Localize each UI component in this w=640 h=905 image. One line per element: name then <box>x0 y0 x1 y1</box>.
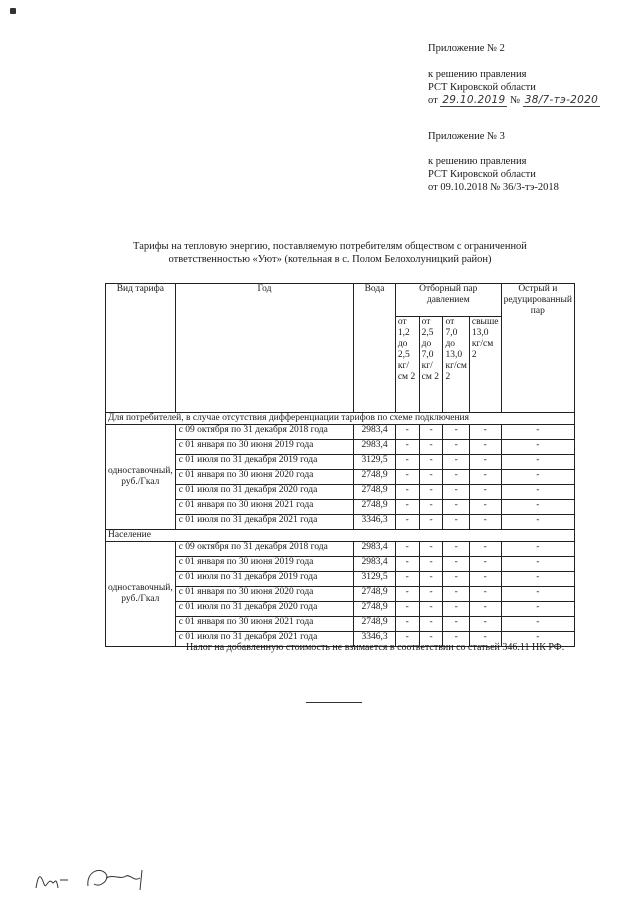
empty-value-cell: - <box>469 485 501 500</box>
water-value-cell: 2748,9 <box>354 470 396 485</box>
empty-value-cell: - <box>419 425 443 440</box>
annex2-line2: РСТ Кировской области <box>428 82 536 93</box>
empty-value-cell: - <box>419 587 443 602</box>
water-value-cell: 2983,4 <box>354 557 396 572</box>
empty-value-cell: - <box>501 632 574 647</box>
table-row <box>106 587 575 602</box>
empty-value-cell: - <box>395 515 419 530</box>
tariff-kind-cell: одноставочный, руб./Гкал <box>106 425 176 530</box>
empty-value-cell: - <box>469 455 501 470</box>
empty-value-cell: - <box>419 632 443 647</box>
footnote: Налог на добавленную стоимость не взимается в соответствии со статьей 346.11 НК РФ. <box>186 642 565 653</box>
empty-value-cell: - <box>501 572 574 587</box>
period-cell: с 01 июля по 31 декабря 2021 года <box>175 515 354 530</box>
empty-value-cell: - <box>443 500 469 515</box>
annex2-number: 38/7-тэ-2020 <box>524 94 599 106</box>
empty-value-cell: - <box>469 632 501 647</box>
section1-body <box>106 413 575 530</box>
separator-line <box>306 702 362 703</box>
period-cell: с 01 января по 30 июня 2020 года <box>175 587 354 602</box>
table-row <box>106 485 575 500</box>
annex2-block <box>428 42 600 107</box>
empty-value-cell: - <box>443 617 469 632</box>
corner-mark <box>10 8 16 14</box>
header-p1: от 1,2 до 2,5 кг/см 2 <box>395 316 419 412</box>
document-title <box>110 240 550 266</box>
period-cell: с 01 января по 30 июня 2019 года <box>175 440 354 455</box>
empty-value-cell: - <box>443 425 469 440</box>
empty-value-cell: - <box>395 602 419 617</box>
empty-value-cell: - <box>395 455 419 470</box>
empty-value-cell: - <box>469 557 501 572</box>
header-p2: от 2,5 до 7,0 кг/см 2 <box>419 316 443 412</box>
annex3-line1: к решению правления <box>428 156 527 167</box>
annex3-line2: РСТ Кировской области <box>428 169 536 180</box>
table-row <box>106 515 575 530</box>
table-row <box>106 470 575 485</box>
water-value-cell: 3346,3 <box>354 632 396 647</box>
annex3-title: Приложение № 3 <box>428 131 505 142</box>
period-cell: с 01 июля по 31 декабря 2020 года <box>175 485 354 500</box>
water-value-cell: 2983,4 <box>354 542 396 557</box>
empty-value-cell: - <box>469 515 501 530</box>
empty-value-cell: - <box>419 542 443 557</box>
title-line1: Тарифы на тепловую энергию, поставляемую потребителям обществом с ограниченной <box>133 241 527 252</box>
table-row <box>106 542 575 557</box>
header-kind: Вид тарифа <box>106 284 176 413</box>
annex2-line3: от 29.10.2019 № 38/7-тэ-2020 <box>428 94 599 106</box>
water-value-cell: 3129,5 <box>354 572 396 587</box>
empty-value-cell: - <box>443 557 469 572</box>
empty-value-cell: - <box>469 542 501 557</box>
water-value-cell: 2983,4 <box>354 440 396 455</box>
period-cell: с 01 июля по 31 декабря 2019 года <box>175 572 354 587</box>
empty-value-cell: - <box>469 470 501 485</box>
empty-value-cell: - <box>443 602 469 617</box>
table-row <box>106 617 575 632</box>
empty-value-cell: - <box>443 632 469 647</box>
period-cell: с 09 октября по 31 декабря 2018 года <box>175 425 354 440</box>
period-cell: с 01 января по 30 июня 2021 года <box>175 617 354 632</box>
empty-value-cell: - <box>395 542 419 557</box>
empty-value-cell: - <box>501 587 574 602</box>
table-row <box>106 425 575 440</box>
empty-value-cell: - <box>443 470 469 485</box>
empty-value-cell: - <box>419 617 443 632</box>
empty-value-cell: - <box>501 617 574 632</box>
empty-value-cell: - <box>469 440 501 455</box>
water-value-cell: 2748,9 <box>354 500 396 515</box>
table-row <box>106 455 575 470</box>
empty-value-cell: - <box>443 485 469 500</box>
empty-value-cell: - <box>395 557 419 572</box>
period-cell: с 01 июля по 31 декабря 2019 года <box>175 455 354 470</box>
empty-value-cell: - <box>443 515 469 530</box>
annex2-date: 29.10.2019 <box>442 94 506 106</box>
water-value-cell: 2748,9 <box>354 602 396 617</box>
empty-value-cell: - <box>501 425 574 440</box>
water-value-cell: 2748,9 <box>354 617 396 632</box>
period-cell: с 01 июля по 31 декабря 2020 года <box>175 602 354 617</box>
empty-value-cell: - <box>501 485 574 500</box>
handwritten-signature <box>30 858 190 898</box>
empty-value-cell: - <box>469 500 501 515</box>
empty-value-cell: - <box>469 602 501 617</box>
empty-value-cell: - <box>501 557 574 572</box>
table-row <box>106 440 575 455</box>
empty-value-cell: - <box>501 500 574 515</box>
empty-value-cell: - <box>395 485 419 500</box>
empty-value-cell: - <box>501 542 574 557</box>
empty-value-cell: - <box>395 632 419 647</box>
title-line2: ответственностью «Уют» (котельная в с. Полом Белохолуницкий район) <box>168 254 492 265</box>
empty-value-cell: - <box>395 440 419 455</box>
empty-value-cell: - <box>469 617 501 632</box>
empty-value-cell: - <box>501 455 574 470</box>
period-cell: с 01 января по 30 июня 2019 года <box>175 557 354 572</box>
header-p3: от 7,0 до 13,0 кг/см 2 <box>443 316 469 412</box>
header-year: Год <box>175 284 354 413</box>
empty-value-cell: - <box>443 587 469 602</box>
table-row <box>106 572 575 587</box>
section1-heading: Для потребителей, в случае отсутствия дифференциации тарифов по схеме подключения <box>106 413 575 425</box>
empty-value-cell: - <box>395 500 419 515</box>
annex3-block <box>428 130 559 194</box>
empty-value-cell: - <box>419 602 443 617</box>
tariff-table <box>105 283 575 647</box>
empty-value-cell: - <box>501 440 574 455</box>
empty-value-cell: - <box>443 542 469 557</box>
empty-value-cell: - <box>501 515 574 530</box>
empty-value-cell: - <box>395 425 419 440</box>
header-water: Вода <box>354 284 396 413</box>
empty-value-cell: - <box>443 440 469 455</box>
table-row <box>106 500 575 515</box>
tariff-kind-cell: одноставочный, руб./Гкал <box>106 542 176 647</box>
section1-heading-row <box>106 413 575 425</box>
header-steam: Отборный пар давлением <box>395 284 501 317</box>
empty-value-cell: - <box>395 587 419 602</box>
empty-value-cell: - <box>419 440 443 455</box>
empty-value-cell: - <box>501 470 574 485</box>
table-row <box>106 557 575 572</box>
header-sharp: Острый и редуцированный пар <box>501 284 574 413</box>
annex2-line1: к решению правления <box>428 69 527 80</box>
empty-value-cell: - <box>469 572 501 587</box>
empty-value-cell: - <box>419 557 443 572</box>
water-value-cell: 2748,9 <box>354 587 396 602</box>
header-p4: свыше 13,0 кг/см 2 <box>469 316 501 412</box>
empty-value-cell: - <box>419 470 443 485</box>
empty-value-cell: - <box>395 470 419 485</box>
empty-value-cell: - <box>395 572 419 587</box>
section2-heading-row <box>106 530 575 542</box>
period-cell: с 09 октября по 31 декабря 2018 года <box>175 542 354 557</box>
period-cell: с 01 января по 30 июня 2021 года <box>175 500 354 515</box>
empty-value-cell: - <box>419 455 443 470</box>
section2-heading: Население <box>106 530 575 542</box>
period-cell: с 01 июля по 31 декабря 2021 года <box>175 632 354 647</box>
empty-value-cell: - <box>419 500 443 515</box>
water-value-cell: 3346,3 <box>354 515 396 530</box>
empty-value-cell: - <box>419 485 443 500</box>
empty-value-cell: - <box>469 425 501 440</box>
empty-value-cell: - <box>395 617 419 632</box>
water-value-cell: 3129,5 <box>354 455 396 470</box>
table-row <box>106 602 575 617</box>
empty-value-cell: - <box>443 572 469 587</box>
water-value-cell: 2748,9 <box>354 485 396 500</box>
period-cell: с 01 января по 30 июня 2020 года <box>175 470 354 485</box>
annex3-line3: от 09.10.2018 № 36/3-тэ-2018 <box>428 182 559 193</box>
empty-value-cell: - <box>419 572 443 587</box>
empty-value-cell: - <box>469 587 501 602</box>
empty-value-cell: - <box>443 455 469 470</box>
annex2-title: Приложение № 2 <box>428 43 505 54</box>
header-row <box>106 284 575 317</box>
empty-value-cell: - <box>419 515 443 530</box>
empty-value-cell: - <box>501 602 574 617</box>
water-value-cell: 2983,4 <box>354 425 396 440</box>
section2-body <box>106 530 575 647</box>
